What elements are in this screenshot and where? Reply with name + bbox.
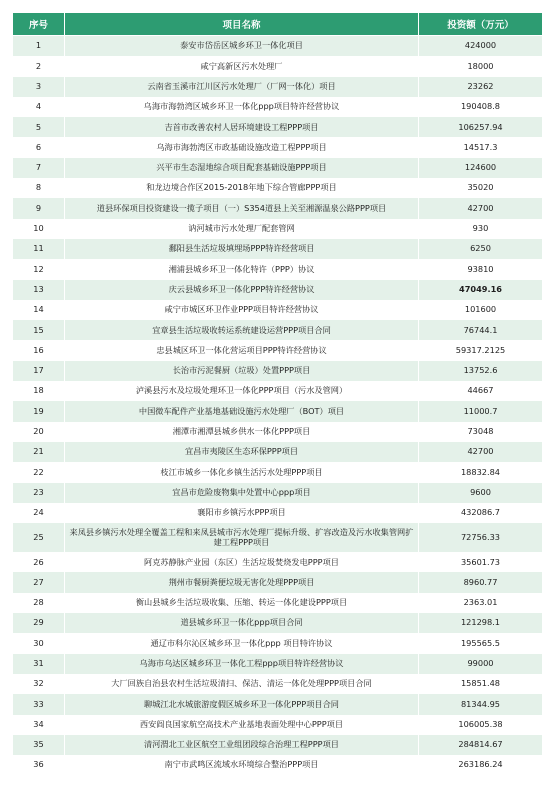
investment-amount-cell: 44667	[419, 381, 543, 401]
project-name-cell: 咸宁高新区污水处理厂	[65, 56, 419, 76]
investment-amount-cell: 8960.77	[419, 572, 543, 592]
project-name-cell: 阿克苏静脉产业园（东区）生活垃圾焚烧发电PPP项目	[65, 552, 419, 572]
table-row	[13, 503, 543, 523]
project-name-cell: 大厂回族自治县农村生活垃圾清扫、保洁、清运一体化处理PPP项目合同	[65, 674, 419, 694]
serial-number-cell: 18	[13, 381, 65, 401]
project-name-cell: 湘浦县城乡环卫一体化特许（PPP）协议	[65, 259, 419, 279]
investment-amount-cell: 59317.2125	[419, 340, 543, 360]
table-row	[13, 633, 543, 653]
table-row	[13, 462, 543, 482]
table-row	[13, 300, 543, 320]
table-row	[13, 755, 543, 775]
serial-number-cell: 34	[13, 715, 65, 735]
investment-amount-cell: 6250	[419, 239, 543, 259]
serial-number-cell: 35	[13, 735, 65, 755]
project-name-cell: 襄阳市乡镇污水PPP项目	[65, 503, 419, 523]
project-name-cell: 鄱阳县生活垃圾填埋场PPP特许经营项目	[65, 239, 419, 259]
project-name-cell: 荆州市餐厨粪便垃圾无害化处理PPP项目	[65, 572, 419, 592]
serial-number-cell: 22	[13, 462, 65, 482]
investment-amount-cell: 15851.48	[419, 674, 543, 694]
serial-number-cell: 1	[13, 36, 65, 57]
table-row	[13, 552, 543, 572]
table-row	[13, 361, 543, 381]
project-name-cell: 南宁市武鸣区流域水环境综合整治PPP项目	[65, 755, 419, 775]
table-row	[13, 735, 543, 755]
project-name-cell: 中国微车配件产业基地基础设施污水处理厂（BOT）项目	[65, 401, 419, 421]
project-name-cell: 宜昌市夷陵区生态环保PPP项目	[65, 442, 419, 462]
serial-number-cell: 25	[13, 523, 65, 552]
investment-amount-cell: 432086.7	[419, 503, 543, 523]
investment-amount-cell: 99000	[419, 654, 543, 674]
serial-number-cell: 23	[13, 483, 65, 503]
table-row	[13, 593, 543, 613]
table-row	[13, 694, 543, 714]
table-row	[13, 401, 543, 421]
serial-number-cell: 17	[13, 361, 65, 381]
investment-amount-cell: 23262	[419, 77, 543, 97]
serial-number-cell: 21	[13, 442, 65, 462]
table-row	[13, 715, 543, 735]
project-name-cell: 吉首市改善农村人居环境建设工程PPP项目	[65, 117, 419, 137]
investment-amount-cell: 195565.5	[419, 633, 543, 653]
table-row	[13, 259, 543, 279]
project-name-cell: 咸宁市城区环卫作业PPP项目特许经营协议	[65, 300, 419, 320]
investment-amount-cell: 263186.24	[419, 755, 543, 775]
project-name-cell: 讷河城市污水处理厂配套管网	[65, 219, 419, 239]
project-name-cell: 宜昌市危险废物集中处置中心ppp项目	[65, 483, 419, 503]
table-row	[13, 483, 543, 503]
serial-number-cell: 8	[13, 178, 65, 198]
table-row	[13, 422, 543, 442]
serial-number-cell: 32	[13, 674, 65, 694]
project-name-cell: 枝江市城乡一体化乡镇生活污水处理PPP项目	[65, 462, 419, 482]
serial-number-cell: 20	[13, 422, 65, 442]
project-name-cell: 湘潭市湘潭县城乡供水一体化PPP项目	[65, 422, 419, 442]
project-name-cell: 泸溪县污水及垃圾处理环卫一体化PPP项目（污水及管网）	[65, 381, 419, 401]
serial-number-cell: 31	[13, 654, 65, 674]
project-name-cell: 来凤县乡镇污水处理全覆盖工程和来凤县城市污水处理厂提标升级、扩容改造及污水收集管网扩建工程PPP项目	[65, 523, 419, 552]
serial-number-cell: 15	[13, 320, 65, 340]
table-row	[13, 674, 543, 694]
serial-number-cell: 29	[13, 613, 65, 633]
investment-amount-cell: 35020	[419, 178, 543, 198]
investment-amount-cell: 284814.67	[419, 735, 543, 755]
project-name-cell: 泰安市岱岳区城乡环卫一体化项目	[65, 36, 419, 57]
serial-number-cell: 16	[13, 340, 65, 360]
serial-number-cell: 30	[13, 633, 65, 653]
serial-number-cell: 14	[13, 300, 65, 320]
project-name-cell: 长治市污泥餐厨（垃圾）处置PPP项目	[65, 361, 419, 381]
investment-amount-cell: 42700	[419, 198, 543, 218]
investment-amount-cell: 42700	[419, 442, 543, 462]
project-name-cell: 清河渭北工业区航空工业组团段综合治理工程PPP项目	[65, 735, 419, 755]
serial-number-cell: 9	[13, 198, 65, 218]
investment-amount-cell: 35601.73	[419, 552, 543, 572]
serial-number-cell: 11	[13, 239, 65, 259]
investment-amount-cell: 72756.33	[419, 523, 543, 552]
investment-amount-cell: 81344.95	[419, 694, 543, 714]
table-row	[13, 77, 543, 97]
project-name-cell: 聊城江北水城旅游度假区城乡环卫一体化PPP项目合同	[65, 694, 419, 714]
table-row	[13, 178, 543, 198]
investment-amount-cell: 124600	[419, 158, 543, 178]
table-row	[13, 56, 543, 76]
investment-amount-cell: 9600	[419, 483, 543, 503]
serial-number-cell: 12	[13, 259, 65, 279]
header-serial-number: 序号	[13, 13, 65, 36]
table-row	[13, 280, 543, 300]
serial-number-cell: 4	[13, 97, 65, 117]
serial-number-cell: 33	[13, 694, 65, 714]
table-row	[13, 239, 543, 259]
investment-amount-cell: 73048	[419, 422, 543, 442]
investment-amount-cell: 101600	[419, 300, 543, 320]
investment-amount-cell: 106005.38	[419, 715, 543, 735]
investment-table	[12, 12, 543, 775]
table-header-row	[13, 13, 543, 36]
investment-amount-cell: 13752.6	[419, 361, 543, 381]
table-row	[13, 158, 543, 178]
serial-number-cell: 24	[13, 503, 65, 523]
investment-amount-cell: 190408.8	[419, 97, 543, 117]
investment-amount-cell: 11000.7	[419, 401, 543, 421]
investment-amount-cell: 424000	[419, 36, 543, 57]
table-row	[13, 654, 543, 674]
project-name-cell: 云南省玉溪市江川区污水处理厂（厂网一体化）项目	[65, 77, 419, 97]
serial-number-cell: 10	[13, 219, 65, 239]
project-name-cell: 通辽市科尔沁区城乡环卫一体化ppp 项目特许协议	[65, 633, 419, 653]
table-row	[13, 320, 543, 340]
project-name-cell: 庆云县城乡环卫一体化PPP特许经营协议	[65, 280, 419, 300]
project-name-cell: 西安阎良国家航空高技术产业基地表面处理中心PPP项目	[65, 715, 419, 735]
serial-number-cell: 7	[13, 158, 65, 178]
serial-number-cell: 26	[13, 552, 65, 572]
project-name-cell: 宜章县生活垃圾收转运系统建设运营PPP项目合同	[65, 320, 419, 340]
project-name-cell: 乌海市乌达区城乡环卫一体化工程ppp项目特许经营协议	[65, 654, 419, 674]
header-investment-amount: 投资额（万元）	[419, 13, 543, 36]
investment-amount-cell: 106257.94	[419, 117, 543, 137]
serial-number-cell: 19	[13, 401, 65, 421]
table-row	[13, 198, 543, 218]
serial-number-cell: 6	[13, 137, 65, 157]
serial-number-cell: 5	[13, 117, 65, 137]
investment-amount-cell: 18832.84	[419, 462, 543, 482]
serial-number-cell: 2	[13, 56, 65, 76]
table-row	[13, 381, 543, 401]
project-name-cell: 忠县城区环卫一体化营运项目PPP特许经营协议	[65, 340, 419, 360]
table-row	[13, 523, 543, 552]
table-body	[13, 36, 543, 776]
table-row	[13, 572, 543, 592]
investment-amount-cell: 121298.1	[419, 613, 543, 633]
table-row	[13, 219, 543, 239]
serial-number-cell: 36	[13, 755, 65, 775]
investment-amount-cell: 47049.16	[419, 280, 543, 300]
serial-number-cell: 3	[13, 77, 65, 97]
header-project-name: 项目名称	[65, 13, 419, 36]
investment-amount-cell: 93810	[419, 259, 543, 279]
serial-number-cell: 28	[13, 593, 65, 613]
investment-amount-cell: 14517.3	[419, 137, 543, 157]
table-row	[13, 36, 543, 57]
project-name-cell: 衡山县城乡生活垃圾收集、压缩、转运一体化建设PPP项目	[65, 593, 419, 613]
table-row	[13, 613, 543, 633]
serial-number-cell: 27	[13, 572, 65, 592]
table-row	[13, 137, 543, 157]
project-name-cell: 和龙边境合作区2015-2018年地下综合管廊PPP项目	[65, 178, 419, 198]
project-name-cell: 道县城乡环卫一体化ppp项目合同	[65, 613, 419, 633]
table-row	[13, 117, 543, 137]
project-name-cell: 乌海市海勃湾区城乡环卫一体化ppp项目特许经营协议	[65, 97, 419, 117]
investment-amount-cell: 18000	[419, 56, 543, 76]
serial-number-cell: 13	[13, 280, 65, 300]
investment-amount-cell: 930	[419, 219, 543, 239]
project-name-cell: 道县环保项目投资建设一揽子项目（一）S354道县上关至湘源温泉公路PPP项目	[65, 198, 419, 218]
table-row	[13, 442, 543, 462]
table-row	[13, 340, 543, 360]
investment-amount-cell: 2363.01	[419, 593, 543, 613]
project-name-cell: 兴平市生态湿地综合项目配套基础设施PPP项目	[65, 158, 419, 178]
investment-amount-cell: 76744.1	[419, 320, 543, 340]
project-name-cell: 乌海市海勃湾区市政基础设施改造工程PPP项目	[65, 137, 419, 157]
table-row	[13, 97, 543, 117]
